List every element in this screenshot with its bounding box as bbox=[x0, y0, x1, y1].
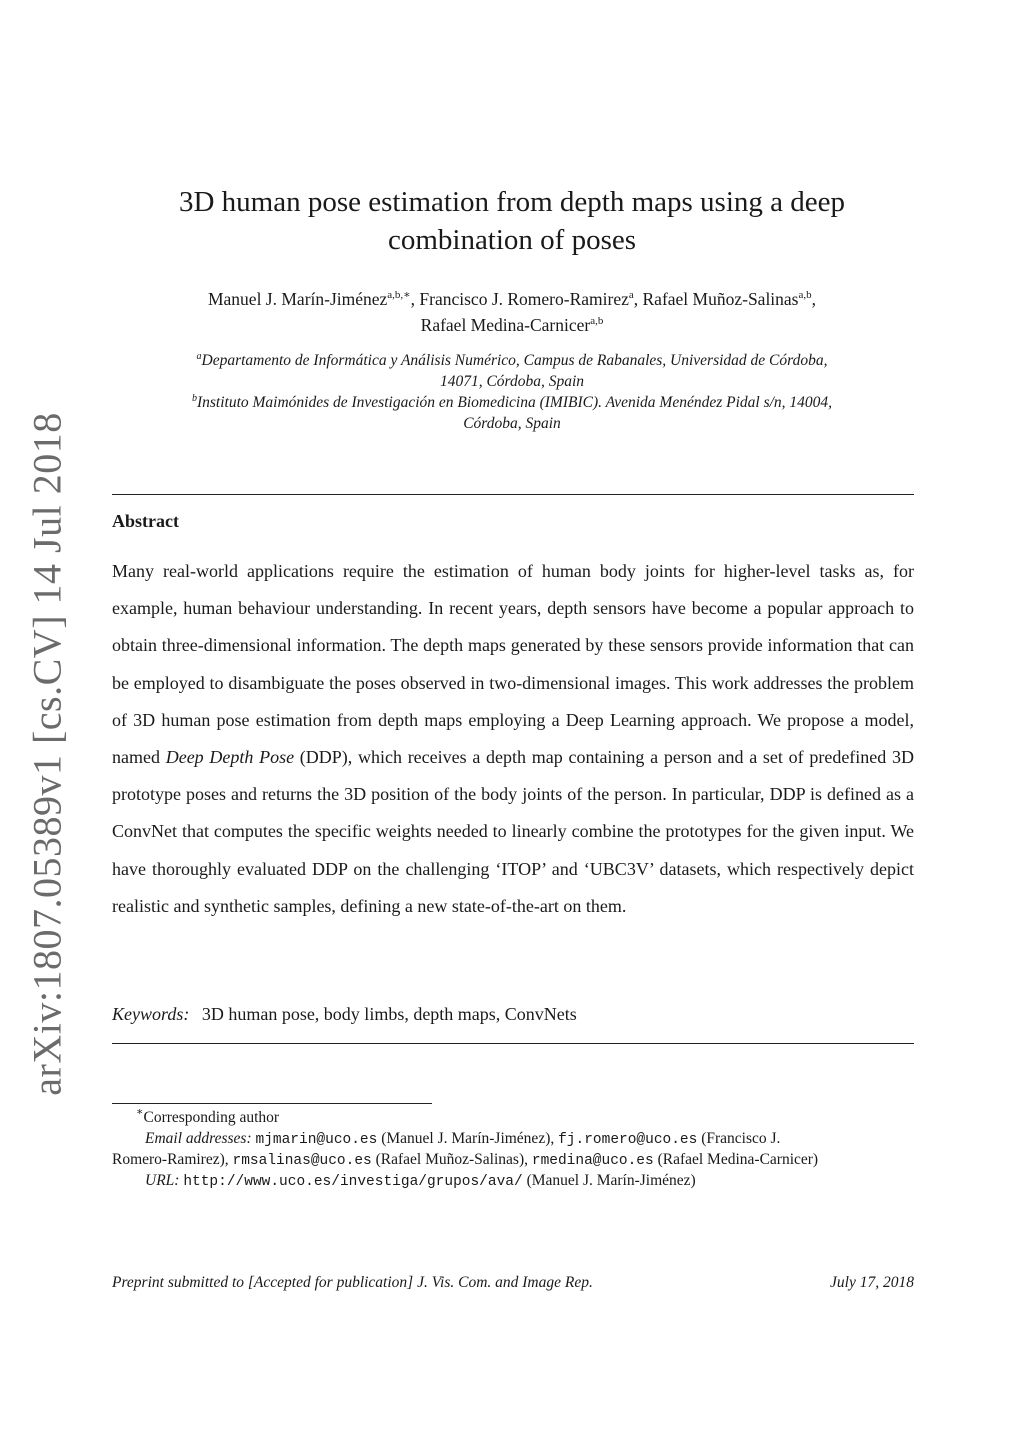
authors-line-1: Manuel J. Marín-Jiménez$^{a,b,∗}$, Francisco J. Romero-Ramirez$^a$, Rafael Muñoz-Salinas$^{a,b}$, bbox=[207, 289, 817, 309]
arxiv-identifier: arXiv:1807.05389v1 [cs.CV] 14 Jul 2018 bbox=[24, 412, 70, 1096]
footnote-corresponding bbox=[136, 1107, 279, 1128]
author-name: Rafael Medina-Carnicer bbox=[420, 315, 591, 335]
footer-date: July 17, 2018 bbox=[830, 1274, 914, 1291]
url-link[interactable]: http://www.uco.es/investiga/grupos/ava/ bbox=[183, 1174, 523, 1190]
affiliation-text: 14071, Córdoba, Spain bbox=[439, 373, 585, 390]
author-affiliation-mark: a,b bbox=[798, 289, 812, 301]
keywords bbox=[112, 1004, 577, 1025]
footnote-rule bbox=[112, 1103, 432, 1104]
authors-line-2 bbox=[112, 312, 912, 338]
model-name: Deep Depth Pose bbox=[165, 747, 295, 768]
email-link[interactable]: rmedina@uco.es bbox=[531, 1153, 654, 1169]
url-owner: (Manuel J. Marín-Jiménez) bbox=[522, 1172, 696, 1189]
author-name: Manuel J. Marín-Jiménez bbox=[207, 289, 388, 309]
footnote-url bbox=[145, 1170, 696, 1193]
paper-title bbox=[112, 183, 912, 259]
author-list bbox=[112, 286, 912, 338]
affiliation-a bbox=[112, 350, 912, 392]
footnote-star: ∗ bbox=[136, 1106, 144, 1118]
email-owner: Romero-Ramirez), bbox=[112, 1151, 233, 1168]
title-line-1: 3D human pose estimation from depth maps using a deep bbox=[178, 186, 846, 218]
author-name: Rafael Muñoz-Salinas bbox=[642, 289, 799, 309]
email-owner: (Manuel J. Marín-Jiménez), bbox=[377, 1130, 559, 1147]
footer-preprint-note: Preprint submitted to [Accepted for publication] J. Vis. Com. and Image Rep. bbox=[112, 1274, 593, 1291]
author-name: Francisco J. Romero-Ramirez bbox=[419, 289, 629, 309]
keywords-label: Keywords: bbox=[112, 1004, 190, 1024]
affiliation-b bbox=[112, 392, 912, 434]
email-label: Email addresses: bbox=[145, 1130, 252, 1147]
abstract-text: (DDP), which receives a depth map containing a person and a set of predefined 3D prototype poses and returns the 3D position of the body joints of the person. In particular, DDP is defined as a ConvNet that computes the specific weights needed to linearly combine the prototypes for the given input. We have thoroughly evaluated DDP on the challenging ‘ITOP’ and ‘UBC3V’ datasets, which respectively depict realistic and synthetic samples, defining a new state-of-the-art on them. bbox=[112, 747, 914, 916]
author-affiliation-mark: a bbox=[628, 289, 634, 301]
author-affiliation-mark: a,b bbox=[590, 315, 604, 327]
affiliation-mark: b bbox=[191, 393, 197, 404]
affiliation-mark: a bbox=[196, 351, 202, 362]
email-owner: (Rafael Muñoz-Salinas), bbox=[371, 1151, 532, 1168]
abstract-heading: Abstract bbox=[112, 511, 179, 531]
keywords-text: 3D human pose, body limbs, depth maps, ConvNets bbox=[201, 1004, 577, 1024]
url-label: URL: bbox=[145, 1172, 180, 1189]
email-owner: (Rafael Medina-Carnicer) bbox=[653, 1151, 819, 1168]
footnote-emails-line-2 bbox=[112, 1149, 818, 1172]
abstract-body bbox=[112, 553, 914, 925]
affiliation-text: Departamento de Informática y Análisis Numérico, Campus de Rabanales, Universidad de Córdoba, bbox=[201, 352, 828, 369]
affiliation-text: Instituto Maimónides de Investigación en Biomedicina (IMIBIC). Avenida Menéndez Pidal s/n, 14004, bbox=[196, 394, 833, 411]
title-line-2: combination of poses bbox=[387, 224, 637, 256]
abstract-top-rule bbox=[112, 494, 914, 495]
footnote-text: Corresponding author bbox=[143, 1109, 280, 1126]
abstract-bottom-rule bbox=[112, 1043, 914, 1044]
abstract-text: Many real-world applications require the estimation of human body joints for higher-level tasks as, for example, human behaviour understanding. In recent years, depth sensors have become a popular approach to obtain three-dimensional information. The depth maps generated by these sensors provide information that can be employed to disambiguate the poses observed in two-dimensional images. This work addresses the problem of 3D human pose estimation from depth maps employing a Deep Learning approach. We propose a model, named bbox=[112, 561, 914, 768]
author-affiliation-mark: a,b,∗ bbox=[387, 289, 411, 301]
email-link[interactable]: rmsalinas@uco.es bbox=[232, 1153, 372, 1169]
footnote-emails-line-1 bbox=[145, 1128, 780, 1151]
email-owner: (Francisco J. bbox=[697, 1130, 781, 1147]
email-link[interactable]: mjmarin@uco.es bbox=[255, 1132, 378, 1148]
email-link[interactable]: fj.romero@uco.es bbox=[558, 1132, 698, 1148]
affiliation-text: Córdoba, Spain bbox=[463, 415, 561, 432]
